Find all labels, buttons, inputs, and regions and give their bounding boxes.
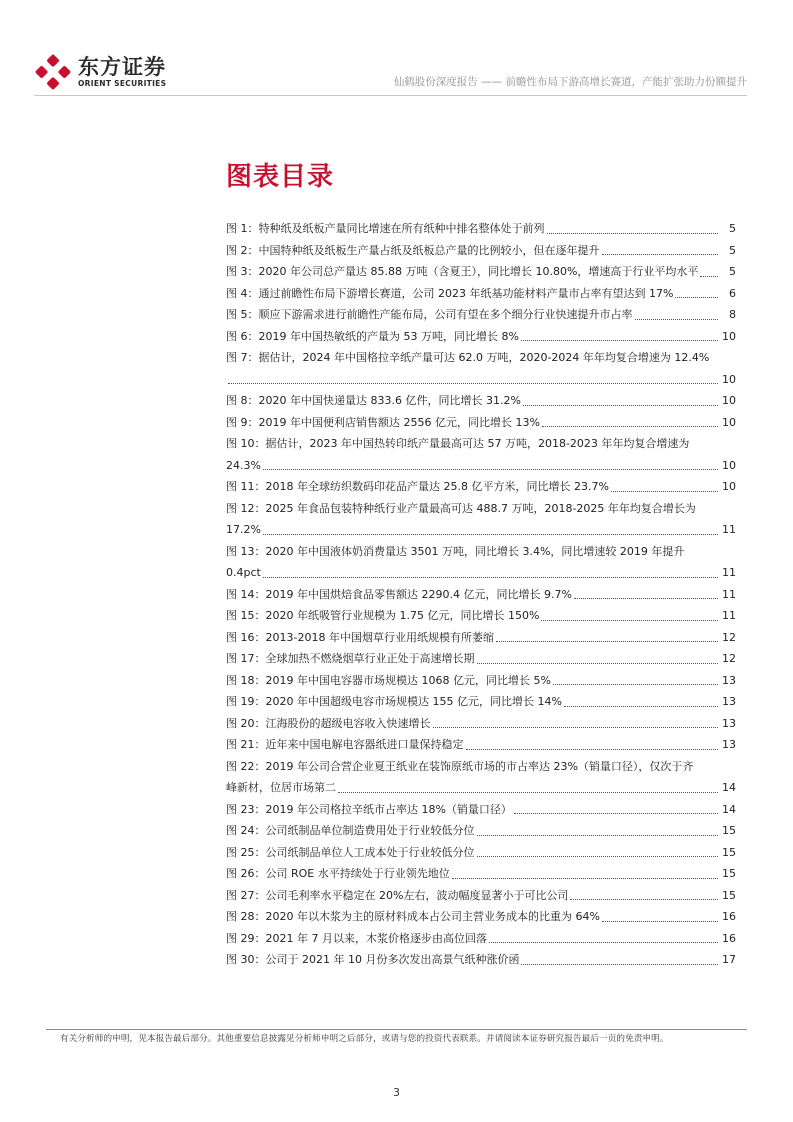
toc-entry[interactable] bbox=[226, 605, 736, 627]
toc-entry-label: 图 1：特种纸及纸板产量同比增速在所有纸种中排名整体处于前列 bbox=[226, 222, 545, 235]
toc-entry-label: 图 6：2019 年中国热敏纸的产量为 53 万吨，同比增长 8% bbox=[226, 329, 519, 343]
toc-entry-page: 10 bbox=[722, 329, 736, 343]
toc-entry-row bbox=[226, 519, 736, 541]
toc-entry-page: 15 bbox=[722, 888, 736, 902]
toc-entry-page: 15 bbox=[722, 824, 736, 837]
toc-entry-row bbox=[226, 949, 736, 971]
toc-entry-page: 11 bbox=[722, 587, 736, 601]
toc-entry-row bbox=[226, 799, 736, 821]
toc-entry-label: 图 7：据估计，2024 年中国格拉辛纸产量可达 62.0 万吨，2020-2024 年年均复合增速为 12.4% bbox=[226, 351, 710, 364]
toc-entry-row bbox=[226, 455, 736, 477]
dot-leader bbox=[635, 319, 719, 320]
toc-entry-page: 15 bbox=[722, 845, 736, 859]
toc-entry[interactable] bbox=[226, 304, 736, 326]
brand-name-en: ORIENT SECURITIES bbox=[78, 79, 167, 88]
toc-entry-page: 16 bbox=[722, 910, 736, 923]
toc-entry-label: 图 12：2025 年食品包装特种纸行业产量最高可达 488.7 万吨，2018-2025 年年均复合增长为 bbox=[226, 501, 696, 515]
toc-entry[interactable] bbox=[226, 283, 736, 305]
toc-entry-page: 14 bbox=[722, 781, 736, 794]
toc-entry-row bbox=[226, 713, 736, 735]
toc-entry-label-continued: 0.4pct bbox=[226, 566, 261, 579]
toc-entry[interactable] bbox=[226, 648, 736, 670]
toc-entry[interactable] bbox=[226, 584, 736, 606]
toc-entry-label: 图 16：2013-2018 年中国烟草行业用纸规模有所萎缩 bbox=[226, 630, 494, 644]
toc-entry[interactable] bbox=[226, 691, 736, 713]
toc-entry[interactable] bbox=[226, 433, 736, 476]
dot-leader bbox=[263, 469, 718, 470]
toc-entry-row bbox=[226, 777, 736, 799]
toc-entry-row bbox=[226, 584, 736, 606]
toc-entry-label: 图 19：2020 年中国超级电容市场规模达 155 亿元，同比增长 14% bbox=[226, 695, 562, 708]
dot-leader bbox=[477, 835, 719, 836]
toc-entry-page: 12 bbox=[722, 652, 736, 665]
toc-entry-page: 12 bbox=[722, 630, 736, 644]
toc-entry-label: 图 4：通过前瞻性布局下游增长赛道，公司 2023 年纸基功能材料产量市占率有望达到 17% bbox=[226, 286, 674, 300]
toc-entry-label: 图 29：2021 年 7 月以来，木浆价格逐步由高位回落 bbox=[226, 931, 487, 945]
toc-entry-row bbox=[226, 304, 736, 326]
toc-entry-row bbox=[226, 283, 736, 305]
toc-entry[interactable] bbox=[226, 541, 736, 584]
dot-leader bbox=[263, 577, 718, 578]
toc-entry[interactable] bbox=[226, 261, 736, 283]
toc-entry-row bbox=[226, 734, 736, 756]
toc-entry-label: 图 3：2020 年公司总产量达 85.88 万吨（含夏王），同比增长 10.80%，增速高于行业平均水平 bbox=[226, 265, 699, 278]
toc-entry-row bbox=[226, 627, 736, 649]
toc-entry-label: 图 17：全球加热不燃烧烟草行业正处于高速增长期 bbox=[226, 652, 475, 665]
toc-entry[interactable] bbox=[226, 734, 736, 756]
dot-leader bbox=[521, 964, 718, 965]
toc-entry-page: 13 bbox=[722, 673, 736, 687]
toc-entry-label: 图 5：顺应下游需求进行前瞻性产能布局，公司有望在多个细分行业快速提升市占率 bbox=[226, 308, 633, 321]
dot-leader bbox=[574, 598, 718, 599]
dot-leader bbox=[675, 297, 718, 298]
brand-name-cn: 东方证券 bbox=[78, 55, 166, 79]
toc-entry-page: 8 bbox=[729, 308, 736, 321]
dot-leader bbox=[477, 663, 719, 664]
page-number: 3 bbox=[393, 1086, 400, 1099]
toc-entry-row bbox=[226, 885, 736, 907]
toc-entry-row bbox=[226, 842, 736, 864]
toc-entry-label: 图 11：2018 年全球纺织数码印花品产量达 25.8 亿平方米，同比增长 23.7% bbox=[226, 480, 609, 493]
toc-entry-label: 图 28：2020 年以木浆为主的原材料成本占公司主营业务成本的比重为 64% bbox=[226, 910, 600, 923]
toc-entry-label-continued: 峰新材，位居市场第二 bbox=[226, 781, 336, 794]
toc-entry-row bbox=[226, 562, 736, 584]
toc-entry-page: 13 bbox=[722, 716, 736, 730]
toc-entry-label-continued: 17.2% bbox=[226, 523, 261, 536]
toc-entry-label: 图 8：2020 年中国快递量达 833.6 亿件，同比增长 31.2% bbox=[226, 394, 521, 407]
toc-entry-page: 10 bbox=[722, 372, 736, 386]
toc-entry[interactable] bbox=[226, 756, 736, 799]
toc-entry-label: 图 22：2019 年公司合营企业夏王纸业在装饰原纸市场的市占率达 23%（销量口径），仅次于齐 bbox=[226, 759, 694, 773]
toc-entry-page: 17 bbox=[722, 953, 736, 966]
dot-leader bbox=[542, 426, 718, 427]
brand-logo bbox=[34, 52, 166, 92]
toc-entry-page: 14 bbox=[722, 802, 736, 816]
toc-entry-row bbox=[226, 670, 736, 692]
dot-leader bbox=[338, 792, 718, 793]
toc-entry-label: 图 24：公司纸制品单位制造费用处于行业较低分位 bbox=[226, 824, 475, 837]
dot-leader bbox=[541, 620, 718, 621]
toc-entry[interactable] bbox=[226, 240, 736, 262]
toc-entry-row bbox=[226, 820, 736, 842]
orient-securities-logo-icon bbox=[34, 53, 72, 91]
dot-leader bbox=[489, 942, 718, 943]
toc-entry-label: 图 15：2020 年纸吸管行业规模为 1.75 亿元，同比增长 150% bbox=[226, 609, 540, 622]
toc-entry-page: 13 bbox=[722, 738, 736, 751]
toc-entry-label: 图 27：公司毛利率水平稳定在 20%左右，波动幅度显著小于可比公司 bbox=[226, 888, 569, 902]
toc-entry-page: 10 bbox=[722, 480, 736, 493]
header-divider bbox=[34, 95, 747, 96]
dot-leader bbox=[452, 878, 718, 879]
dot-leader bbox=[514, 813, 718, 814]
toc-entry-row bbox=[226, 240, 736, 262]
toc-entry[interactable] bbox=[226, 820, 736, 842]
footer-divider bbox=[46, 1029, 747, 1030]
dot-leader bbox=[263, 534, 718, 535]
toc-entry-row bbox=[226, 605, 736, 627]
toc-entry[interactable] bbox=[226, 498, 736, 541]
toc-entry[interactable] bbox=[226, 326, 736, 348]
toc-entry[interactable] bbox=[226, 713, 736, 735]
dot-leader bbox=[477, 856, 719, 857]
dot-leader bbox=[521, 340, 718, 341]
toc-entry[interactable] bbox=[226, 476, 736, 498]
toc-entry-label: 图 14：2019 年中国烘焙食品零售额达 2290.4 亿元，同比增长 9.7% bbox=[226, 587, 572, 601]
toc-entry-row bbox=[226, 369, 736, 391]
toc-entry-row bbox=[226, 476, 736, 498]
toc-entry-label: 图 9：2019 年中国便利店销售额达 2556 亿元，同比增长 13% bbox=[226, 415, 540, 429]
toc-entry-label: 图 10：据估计，2023 年中国热转印纸产量最高可达 57 万吨，2018-2023 年年均复合增速为 bbox=[226, 437, 690, 450]
dot-leader bbox=[433, 727, 719, 728]
toc-entry-page: 11 bbox=[722, 566, 736, 579]
toc-entry[interactable] bbox=[226, 347, 736, 390]
dot-leader bbox=[466, 749, 719, 750]
toc-entry[interactable] bbox=[226, 863, 736, 885]
toc-entry[interactable] bbox=[226, 949, 736, 971]
toc-entry-page: 10 bbox=[722, 415, 736, 429]
toc-entry[interactable] bbox=[226, 906, 736, 928]
dot-leader bbox=[564, 706, 718, 707]
toc-entry-row bbox=[226, 863, 736, 885]
dot-leader bbox=[570, 899, 718, 900]
toc-entry-label: 图 21：近年来中国电解电容器纸进口量保持稳定 bbox=[226, 738, 464, 751]
dot-leader bbox=[611, 491, 718, 492]
toc-entry-row bbox=[226, 326, 736, 348]
toc-entry-row bbox=[226, 390, 736, 412]
toc-entry-label: 图 26：公司 ROE 水平持续处于行业领先地位 bbox=[226, 867, 450, 880]
dot-leader bbox=[496, 641, 718, 642]
toc-entry[interactable] bbox=[226, 627, 736, 649]
toc-entry-label: 图 20：江海股份的超级电容收入快速增长 bbox=[226, 716, 431, 730]
footer-disclaimer: 有关分析师的申明，见本报告最后部分。其他重要信息披露见分析师申明之后部分，或请与您的投资代表联系。并请阅读本证券研究报告最后一页的免责申明。 bbox=[60, 1034, 669, 1044]
toc-entry-label: 图 18：2019 年中国电容器市场规模达 1068 亿元，同比增长 5% bbox=[226, 673, 551, 687]
toc-entry-row bbox=[226, 261, 736, 283]
dot-leader bbox=[602, 254, 719, 255]
dot-leader bbox=[553, 684, 718, 685]
toc-entry-page: 10 bbox=[722, 458, 736, 472]
toc-entry-row bbox=[226, 648, 736, 670]
toc-entry-page: 5 bbox=[729, 222, 736, 235]
toc-entry-label: 图 23：2019 年公司格拉辛纸市占率达 18%（销量口径） bbox=[226, 802, 512, 816]
toc-entry[interactable] bbox=[226, 390, 736, 412]
toc-entry-page: 5 bbox=[729, 243, 736, 257]
toc-entry-label: 图 30：公司于 2021 年 10 月份多次发出高景气纸种涨价函 bbox=[226, 953, 520, 966]
figure-index bbox=[226, 218, 736, 971]
toc-entry-row bbox=[226, 928, 736, 950]
toc-entry-row bbox=[226, 218, 736, 240]
toc-entry-row bbox=[226, 412, 736, 434]
toc-entry-page: 6 bbox=[729, 286, 736, 300]
toc-entry-page: 11 bbox=[722, 609, 736, 622]
toc-entry-page: 10 bbox=[722, 394, 736, 407]
toc-entry-page: 11 bbox=[722, 523, 736, 536]
toc-entry-row bbox=[226, 906, 736, 928]
toc-entry-row bbox=[226, 691, 736, 713]
page-title: 图表目录 bbox=[226, 162, 335, 192]
toc-entry-label: 图 25：公司纸制品单位人工成本处于行业较低分位 bbox=[226, 845, 475, 859]
toc-entry-page: 13 bbox=[722, 695, 736, 708]
toc-entry-page: 5 bbox=[729, 265, 736, 278]
toc-entry-label: 图 2：中国特种纸及纸板生产量占纸及纸板总产量的比例较小，但在逐年提升 bbox=[226, 243, 600, 257]
toc-entry[interactable] bbox=[226, 885, 736, 907]
toc-entry-label: 图 13：2020 年中国液体奶消费量达 3501 万吨，同比增长 3.4%，同比增速较 2019 年提升 bbox=[226, 544, 685, 558]
report-header-title: 仙鹤股份深度报告 —— 前瞻性布局下游高增长赛道，产能扩张助力份额提升 bbox=[393, 76, 747, 88]
toc-entry[interactable] bbox=[226, 842, 736, 864]
toc-entry-page: 15 bbox=[722, 867, 736, 880]
dot-leader bbox=[700, 276, 718, 277]
toc-entry[interactable] bbox=[226, 670, 736, 692]
toc-entry[interactable] bbox=[226, 412, 736, 434]
toc-entry[interactable] bbox=[226, 799, 736, 821]
toc-entry-page: 16 bbox=[722, 931, 736, 945]
dot-leader bbox=[602, 921, 718, 922]
toc-entry[interactable] bbox=[226, 928, 736, 950]
dot-leader bbox=[547, 233, 719, 234]
dot-leader bbox=[523, 405, 718, 406]
dot-leader bbox=[228, 383, 718, 384]
toc-entry-label-continued: 24.3% bbox=[226, 458, 261, 472]
toc-entry[interactable] bbox=[226, 218, 736, 240]
